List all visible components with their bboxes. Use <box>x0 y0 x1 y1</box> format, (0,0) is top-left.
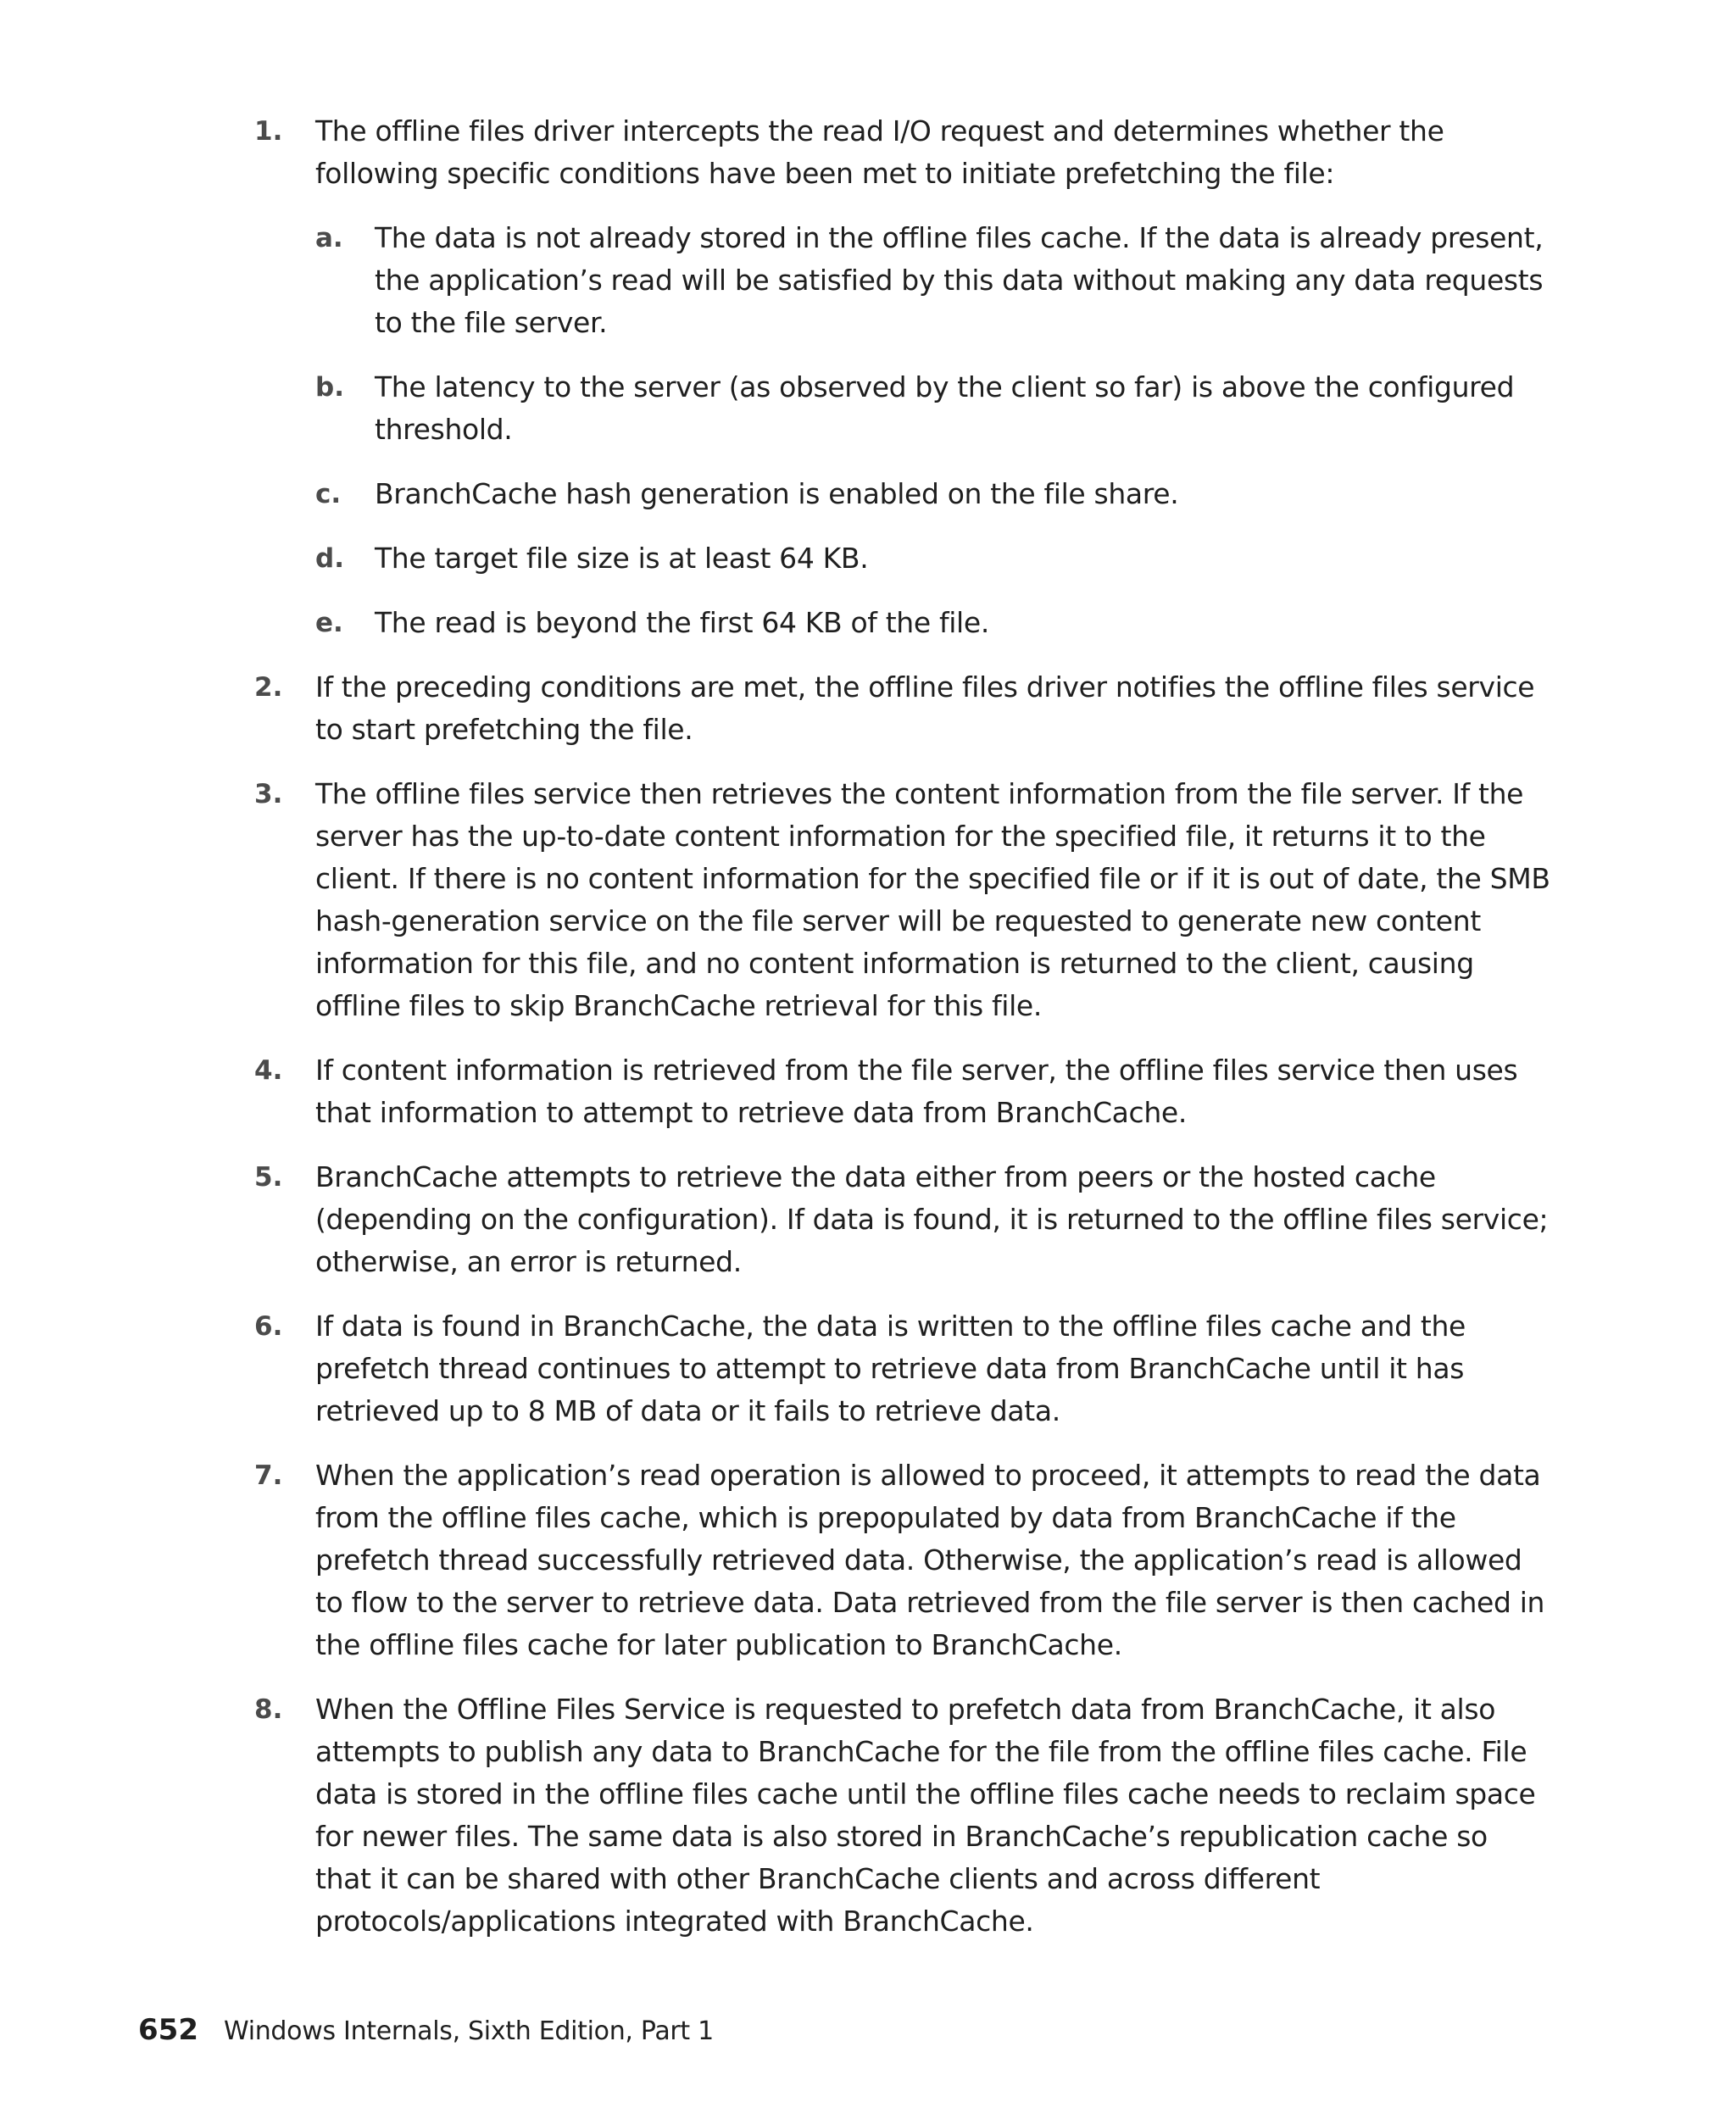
step-text: The offline files driver intercepts the read I/O request and determines whether the following specific conditions have been met to initiate prefetching the file: <box>315 114 1444 190</box>
list-item-substep-b <box>315 366 1551 451</box>
step-number: 7. <box>254 1460 283 1491</box>
numbered-step-list <box>254 110 1551 1965</box>
step-number: 2. <box>254 672 283 703</box>
step-text: When the Offline Files Service is requested to prefetch data from BranchCache, it also attempts to publish any data to BranchCache for the file from the offline files cache. File data is stored in the offline files cache until the offline files cache needs to reclaim space for newer files. The same data is also stored in BranchCache’s republication cache so that it can be shared with other BranchCache clients and across different protocols/applications integrated with BranchCache. <box>315 1693 1536 1938</box>
substep-text: The read is beyond the first 64 KB of the file. <box>375 606 989 639</box>
list-item-step-6 <box>254 1305 1551 1432</box>
substep-letter: a. <box>315 223 343 253</box>
list-item-substep-a <box>315 217 1551 344</box>
list-item-substep-c <box>315 473 1551 515</box>
substep-letter: d. <box>315 543 344 574</box>
substep-letter: b. <box>315 372 344 403</box>
list-item-substep-d <box>315 537 1551 580</box>
book-title: Windows Internals, Sixth Edition, Part 1 <box>223 2016 714 2046</box>
substep-letter: c. <box>315 479 342 509</box>
substep-text: The latency to the server (as observed by the client so far) is above the configured threshold. <box>375 370 1515 446</box>
step-number: 8. <box>254 1694 283 1725</box>
list-item-step-3 <box>254 773 1551 1027</box>
sub-step-list <box>315 217 1551 644</box>
step-number: 1. <box>254 116 283 147</box>
list-item-step-4 <box>254 1049 1551 1134</box>
step-number: 4. <box>254 1055 283 1086</box>
step-number: 6. <box>254 1311 283 1342</box>
step-text: If data is found in BranchCache, the data is written to the offline files cache and the prefetch thread continues to attempt to retrieve data from BranchCache until it has retrieved up to 8 MB of data or it fails to retrieve data. <box>315 1310 1466 1427</box>
list-item-step-5 <box>254 1156 1551 1283</box>
step-number: 3. <box>254 779 283 809</box>
page-number: 652 <box>138 2013 198 2047</box>
substep-text: The target file size is at least 64 KB. <box>375 542 869 575</box>
step-text: When the application’s read operation is allowed to proceed, it attempts to read the data from the offline files cache, which is prepopulated by data from BranchCache if the prefetch thread successfully retrieved data. Otherwise, the application’s read is allowed to flow to the server to retrieve data. Data retrieved from the file server is then cached in the offline files cache for later publication to BranchCache. <box>315 1459 1545 1661</box>
substep-letter: e. <box>315 608 343 638</box>
step-text: The offline files service then retrieves the content information from the file server. If the server has the up-to-date content information for the specified file, it returns it to the client. If there is no content information for the specified file or if it is out of date, the SMB hash-generation service on the file server will be requested to generate new content information for this file, and no content information is returned to the client, causing offline files to skip BranchCache retrieval for this file. <box>315 777 1550 1022</box>
step-number: 5. <box>254 1162 283 1193</box>
substep-text: The data is not already stored in the offline files cache. If the data is already present, the application’s read will be satisfied by this data without making any data requests to the file server. <box>375 221 1544 339</box>
list-item-step-8 <box>254 1688 1551 1943</box>
step-text: If content information is retrieved from the file server, the offline files service then uses that information to attempt to retrieve data from BranchCache. <box>315 1054 1518 1129</box>
list-item-step-1 <box>254 110 1551 644</box>
list-item-step-7 <box>254 1454 1551 1666</box>
list-item-substep-e <box>315 602 1551 644</box>
list-item-step-2 <box>254 666 1551 751</box>
step-text: If the preceding conditions are met, the offline files driver notifies the offline files service to start prefetching the file. <box>315 670 1535 746</box>
step-text: BranchCache attempts to retrieve the data either from peers or the hosted cache (depending on the configuration). If data is found, it is returned to the offline files service; otherwise, an error is returned. <box>315 1160 1549 1278</box>
substep-text: BranchCache hash generation is enabled on the file share. <box>375 477 1179 510</box>
page-footer <box>138 2009 714 2053</box>
